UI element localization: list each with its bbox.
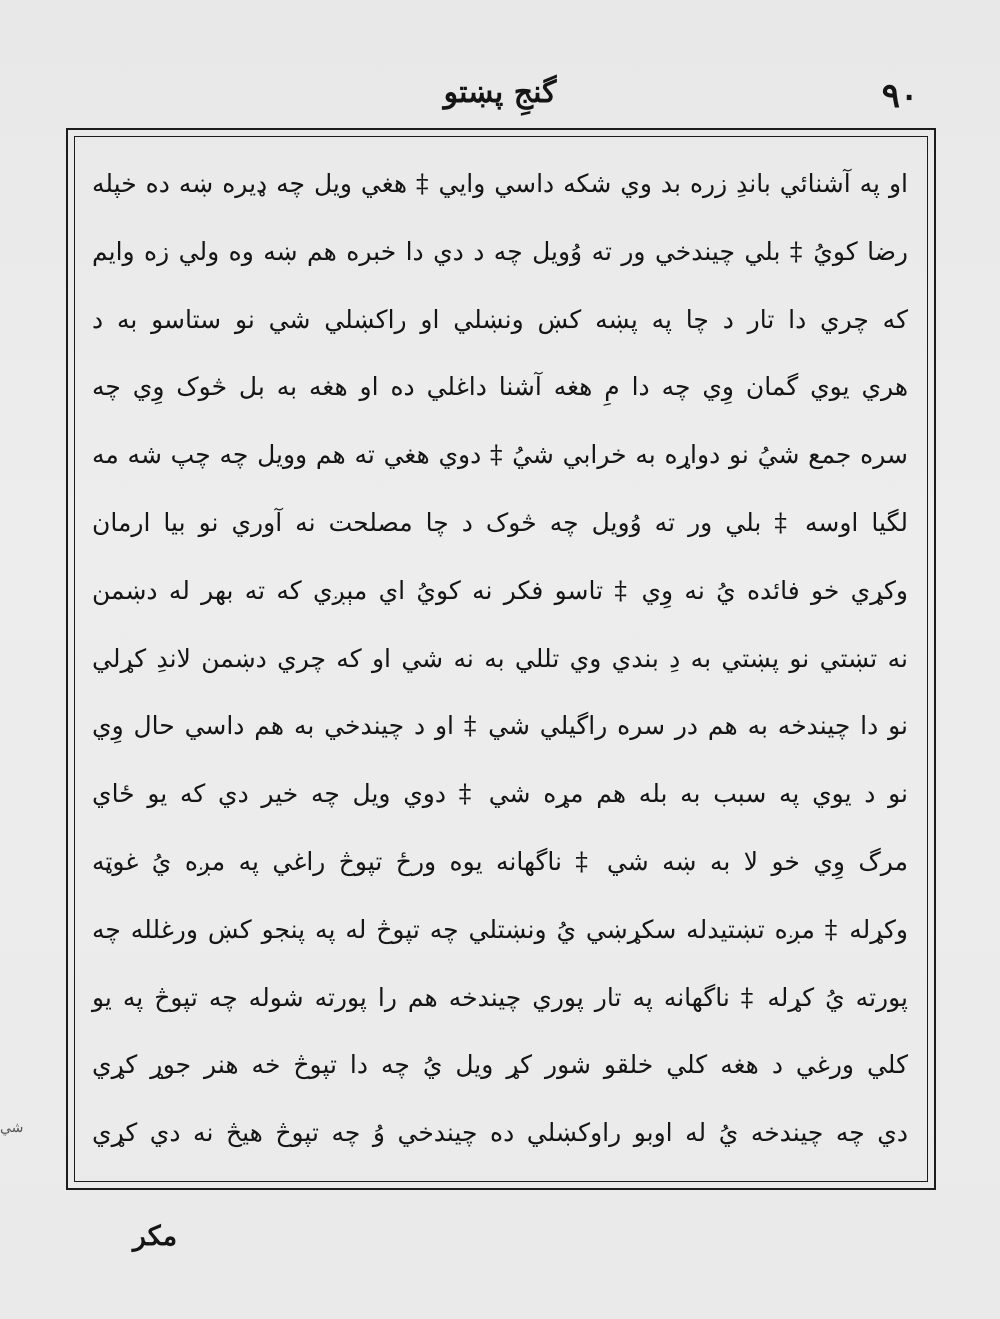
text-line-1: او په آشنائي باندِ زره بد وي شکه داسي وايي ‡ هغي ويل چه ډيره ښه ده خپله — [92, 169, 908, 198]
text-line-12: وکړله ‡ مږه تښتيدله سکړښي يُ ونښتلي چه تپوڅ له په پنجو کښ ورغلله چه — [92, 914, 908, 944]
text-line-2: رضا کويُ ‡ بلي چيندخي ور ته وُويل چه د دي دا خبره هم ښه وه ولي زه وايم — [92, 236, 908, 266]
text-line-11: مرگ وِي خو لا به ښه شي ‡ ناگهانه يوه ورځ تپوڅ راغي په مږه يُ غوټه — [92, 846, 908, 876]
text-line-14: کلي ورغي د هغه کلي خلقو شور کړ ويل يُ چه دا تپوڅ خه هنر جوړ کړي — [92, 1050, 908, 1080]
text-line-8: نه تښتي نو پښتي به دِ بندي وي تللي به نه شي او که چري دښمن لاندِ کړلي — [92, 643, 908, 673]
text-line-10: نو د يوي په سبب به بله هم مړه شي ‡ دوي ويل چه خير دي که يو ځاي — [92, 779, 908, 809]
text-line-5: سره جمع شيُ نو دواړه به خرابي شيُ ‡ دوي هغي ته هم وويل چه چپ شه مه — [92, 440, 908, 470]
text-line-3: که چري دا تار د چا په پښه کښ ونښلي او راکښلي شي نو ستاسو به د — [92, 304, 908, 334]
body-text-block — [84, 150, 916, 1167]
text-line-15: دي چه چيندخه يُ له اوبو راوکښلي ده چيندخي وُ چه تپوڅ هيڅ نه دي کړي — [92, 1118, 908, 1148]
text-line-9: نو دا چيندخه به هم در سره راگيلي شي ‡ او د چيندخي به هم داسي حال وِي — [92, 711, 908, 741]
running-header-title: گنجِ پښتو — [443, 75, 557, 110]
margin-mark: شي — [0, 1120, 24, 1136]
page-number: ۹۰ — [881, 76, 919, 116]
text-line-4: هري يوي گمان وِي چه دا مِ هغه آشنا داغلي ده او هغه به بل څوک وِي چه — [92, 372, 909, 402]
catchword: مکر — [132, 1221, 178, 1252]
text-line-6: لگيا اوسه ‡ بلي ور ته وُويل چه څوک د چا مصلحت نه آوري نو بيا ارمان — [92, 507, 908, 537]
text-line-13: پورته يُ کړله ‡ ناگهانه په تار پوري چيندخه هم را پورته شوله چه تپوڅ په يو — [92, 982, 908, 1012]
text-line-7: وکړي خو فائده يُ نه وِي ‡ تاسو فکر نه کويُ اي مېږي که ته بهر له دښمن — [92, 575, 908, 605]
